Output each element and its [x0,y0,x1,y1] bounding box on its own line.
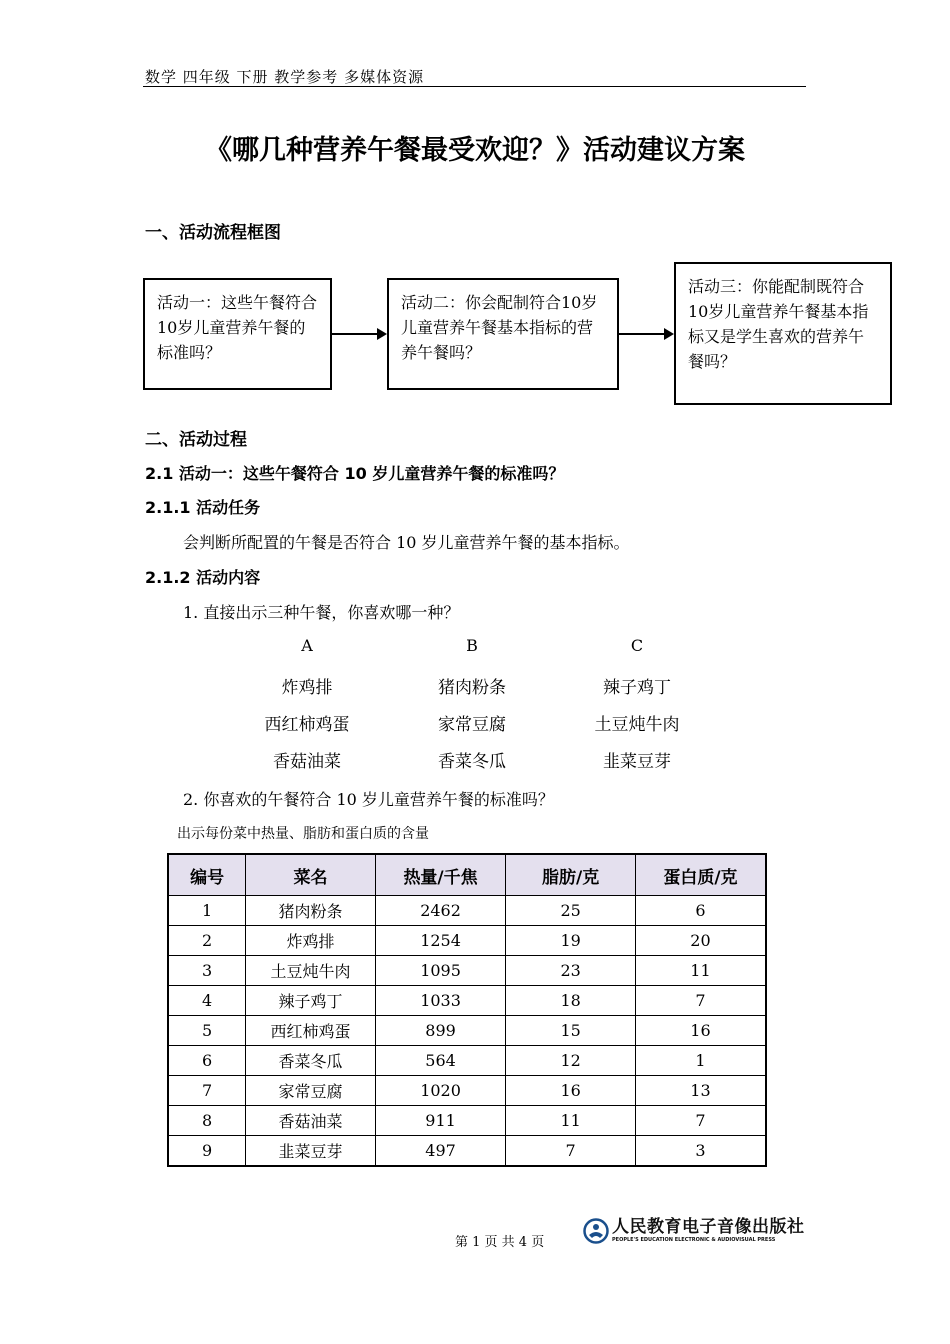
cell-energy: 564 [375,1046,506,1076]
flow-box-activity1 [143,278,332,390]
cell-id: 9 [168,1136,246,1167]
cell-id: 4 [168,986,246,1016]
cell-protein: 20 [635,926,766,956]
cell-fat: 19 [506,926,636,956]
flow-arrow-1 [332,333,378,335]
running-header: 数学 四年级 下册 教学参考 多媒体资源 [145,68,425,86]
menu-a-dish-2: 西红柿鸡蛋 [264,715,350,735]
cell-id: 8 [168,1106,246,1136]
menu-c [562,636,712,784]
table-row [168,986,766,1016]
col-header-fat: 脂肪/克 [506,854,636,896]
content-item-1: 1. 直接出示三种午餐，你喜欢哪一种？ [183,603,460,622]
flow-arrowhead-2 [664,328,674,340]
subsection-2-1-2-heading: 2.1.2 活动内容 [145,568,261,587]
menu-b [397,636,547,784]
cell-dish: 辣子鸡丁 [246,986,376,1016]
cell-protein: 3 [635,1136,766,1167]
content-item-2: 2. 你喜欢的午餐符合 10 岁儿童营养午餐的标准吗？ [183,790,554,809]
menu-a-dish-1: 炸鸡排 [281,678,333,698]
publisher-logo [583,1218,805,1244]
cell-energy: 911 [375,1106,506,1136]
flow-box-activity3 [674,262,892,405]
col-header-id: 编号 [168,854,246,896]
cell-fat: 16 [506,1076,636,1106]
menu-c-dish-1: 辣子鸡丁 [603,678,671,698]
section2-heading: 二、活动过程 [145,430,247,450]
cell-dish: 香菇油菜 [246,1106,376,1136]
cell-id: 7 [168,1076,246,1106]
cell-id: 1 [168,896,246,926]
col-header-protein: 蛋白质/克 [635,854,766,896]
cell-fat: 23 [506,956,636,986]
table-row [168,1136,766,1167]
cell-fat: 11 [506,1106,636,1136]
cell-protein: 11 [635,956,766,986]
cell-id: 3 [168,956,246,986]
menu-a-dish-3: 香菇油菜 [273,752,341,772]
table-row [168,1106,766,1136]
table-caption: 出示每份菜中热量、脂肪和蛋白质的含量 [177,826,429,842]
table-row [168,926,766,956]
cell-energy: 899 [375,1016,506,1046]
page-title: 《哪几种营养午餐最受欢迎？》活动建议方案 [205,135,745,166]
subsection-2-1-heading: 2.1 活动一：这些午餐符合 10 岁儿童营养午餐的标准吗？ [145,464,565,483]
cell-id: 2 [168,926,246,956]
cell-dish: 家常豆腐 [246,1076,376,1106]
cell-dish: 西红柿鸡蛋 [246,1016,376,1046]
cell-energy: 1254 [375,926,506,956]
cell-protein: 6 [635,896,766,926]
table-row [168,956,766,986]
table-row [168,1076,766,1106]
menu-c-label: C [630,636,644,655]
section1-heading: 一、活动流程框图 [145,223,281,243]
cell-protein: 13 [635,1076,766,1106]
flow-arrowhead-1 [377,328,387,340]
menu-a-label: A [301,636,313,655]
menu-b-dish-1: 猪肉粉条 [438,678,506,698]
menu-b-dish-3: 香菜冬瓜 [438,752,506,772]
cell-fat: 25 [506,896,636,926]
flow-box-activity2 [387,278,619,390]
table-row [168,896,766,926]
cell-protein: 1 [635,1046,766,1076]
page-number: 第 1 页 共 4 页 [455,1235,545,1250]
menu-b-label: B [466,636,478,655]
cell-fat: 7 [506,1136,636,1167]
cell-energy: 1020 [375,1076,506,1106]
menu-a [232,636,382,784]
task-text: 会判断所配置的午餐是否符合 10 岁儿童营养午餐的基本指标。 [183,533,630,552]
menu-b-dish-2: 家常豆腐 [438,715,506,735]
cell-protein: 7 [635,986,766,1016]
menu-options [232,636,712,784]
cell-dish: 香菜冬瓜 [246,1046,376,1076]
publisher-emblem-icon [583,1218,609,1244]
cell-protein: 16 [635,1016,766,1046]
cell-id: 5 [168,1016,246,1046]
menu-c-dish-2: 土豆炖牛肉 [594,715,680,735]
cell-energy: 2462 [375,896,506,926]
menu-c-dish-3: 韭菜豆芽 [603,752,671,772]
flow-box-activity2-text: 活动二：你会配制符合10岁儿童营养午餐基本指标的营养午餐吗？ [401,293,598,362]
cell-protein: 7 [635,1106,766,1136]
cell-energy: 1033 [375,986,506,1016]
publisher-name-cn: 人民教育电子音像出版社 [612,1217,805,1237]
cell-fat: 18 [506,986,636,1016]
flow-arrow-2 [619,333,665,335]
cell-dish: 猪肉粉条 [246,896,376,926]
table-row [168,1046,766,1076]
flow-box-activity3-text: 活动三：你能配制既符合10岁儿童营养午餐基本指标又是学生喜欢的营养午餐吗？ [688,277,869,371]
cell-dish: 炸鸡排 [246,926,376,956]
cell-dish: 土豆炖牛肉 [246,956,376,986]
cell-fat: 12 [506,1046,636,1076]
flow-box-activity1-text: 活动一：这些午餐符合10岁儿童营养午餐的标准吗？ [157,293,318,362]
cell-id: 6 [168,1046,246,1076]
col-header-dish: 菜名 [246,854,376,896]
cell-energy: 1095 [375,956,506,986]
col-header-energy: 热量/千焦 [375,854,506,896]
publisher-name-en: PEOPLE'S EDUCATION ELECTRONIC & AUDIOVISUAL PRESS [612,1237,776,1243]
subsection-2-1-1-heading: 2.1.1 活动任务 [145,498,261,517]
cell-dish: 韭菜豆芽 [246,1136,376,1167]
cell-energy: 497 [375,1136,506,1167]
nutrition-table [167,853,767,1167]
table-row [168,1016,766,1046]
cell-fat: 15 [506,1016,636,1046]
header-rule [143,86,806,87]
table-header-row [168,854,766,896]
